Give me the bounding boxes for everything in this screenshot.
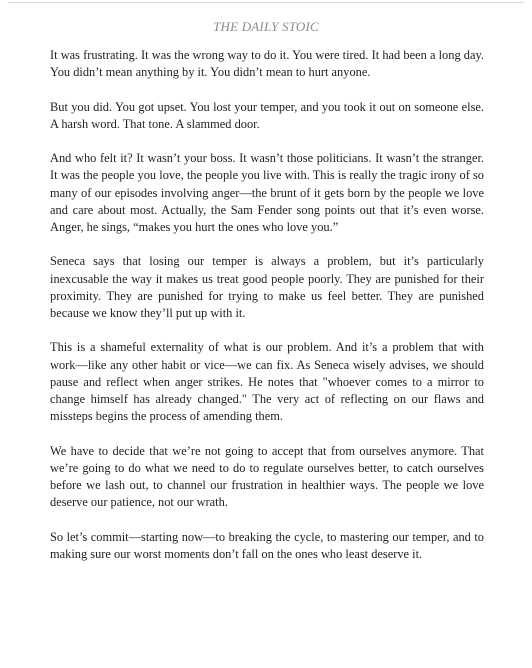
top-divider xyxy=(8,2,524,3)
article-body xyxy=(50,47,484,580)
paragraph-6: We have to decide that we’re not going to accept that from ourselves anymore. That we’re going to do what we need to do to regulate ourselves better, to catch ourselves before we lash out, to channel our frustration in healthier ways. The people we love deserve our patience, not our wrath. xyxy=(50,443,484,510)
paragraph-7: So let’s commit—starting now—to breaking the cycle, to mastering our temper, and to making sure our worst moments don’t fall on the ones who least deserve it. xyxy=(50,529,484,561)
paragraph-3: And who felt it? It wasn’t your boss. It wasn’t those politicians. It wasn’t the stranger. It was the people you love, the people you live with. This is really the tragic irony of so many of our episodes involving anger—the brunt of it gets born by the people we love and care about most. Actually, the Sam Fender song points out that it’s even worse. Anger, he sings, “makes you hurt the ones who love you.” xyxy=(50,151,484,234)
paragraph-4: Seneca says that losing our temper is always a problem, but it’s particularly inexcusable the way it makes us treat good people poorly. They are punished for their proximity. They are punished for trying to make us feel better. They are punished because we know they’ll put up with it. xyxy=(50,254,484,320)
paragraph-2: But you did. You got upset. You lost your temper, and you took it out on someone else. A harsh word. That tone. A slammed door. xyxy=(50,99,484,131)
page-header: THE DAILY STOIC xyxy=(213,19,319,34)
paragraph-1: It was frustrating. It was the wrong way to do it. You were tired. It had been a long day. You didn’t mean anything by it. You didn’t mean to hurt anyone. xyxy=(50,48,484,80)
paragraph-5: This is a shameful externality of what is our problem. And it’s a problem that with work—like any other habit or vice—we can fix. As Seneca wisely advises, we should pause and reflect when anger strikes. He notes that "whoever comes to a mirror to change himself has already changed." The very act of reflecting on our flaws and missteps begins the process of amending them. xyxy=(50,340,484,424)
